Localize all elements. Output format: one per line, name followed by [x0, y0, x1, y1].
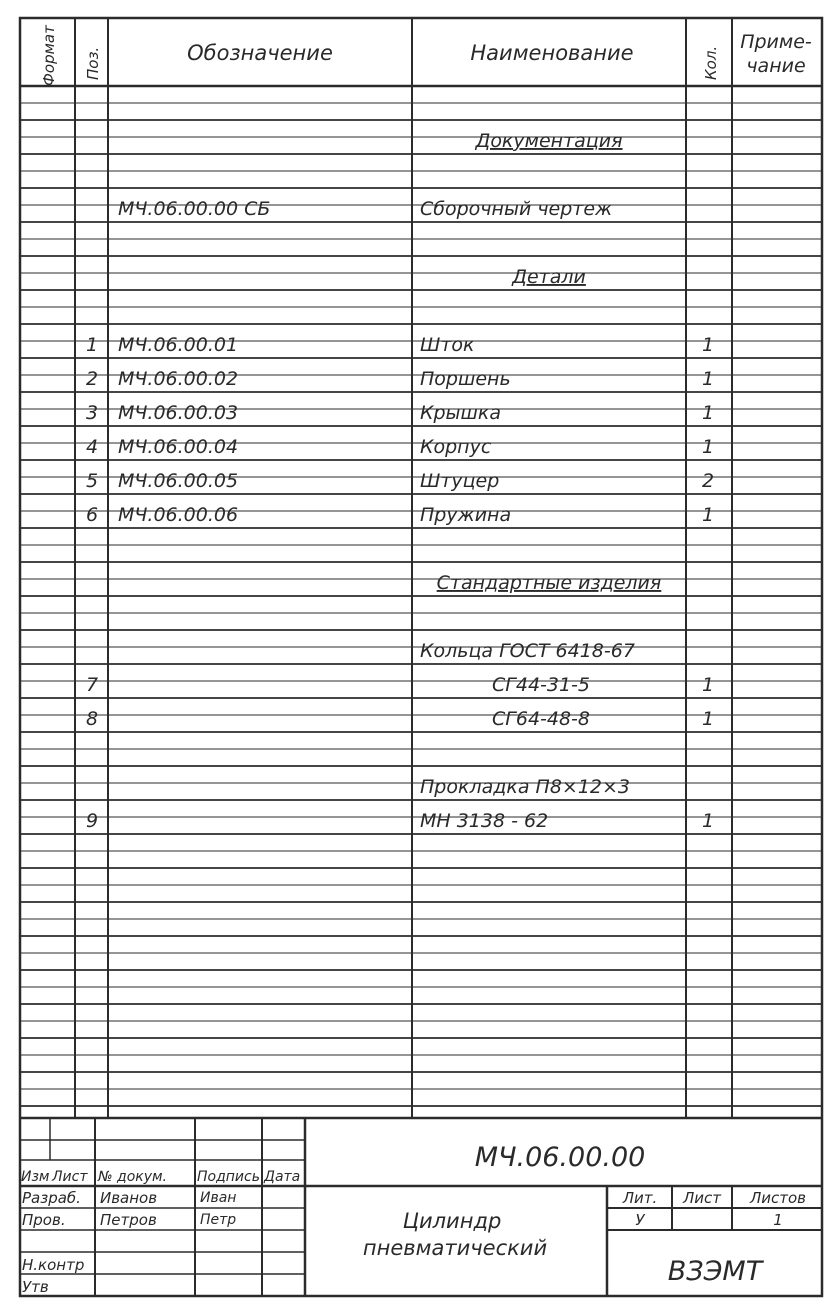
row-qty: 2	[701, 470, 715, 492]
utv-label: Утв	[22, 1278, 49, 1296]
row-qty: 1	[701, 368, 715, 390]
row-pos: 4	[85, 436, 99, 458]
section-heading: Стандартные изделия	[436, 572, 662, 594]
spec-rows	[86, 130, 714, 832]
header-designation: Обозначение	[187, 41, 333, 65]
row-name: Корпус	[420, 436, 492, 458]
header-note-line1: Приме-	[740, 31, 812, 53]
col-izm: Изм	[21, 1169, 50, 1185]
row-name: СГ44-31-5	[492, 674, 591, 696]
row-pos: 7	[85, 674, 99, 696]
document-code: МЧ.06.00.00	[474, 1142, 646, 1173]
row-name: Поршень	[420, 368, 511, 390]
row-pos: 6	[85, 504, 99, 526]
product-title-line1: Цилиндр	[402, 1209, 502, 1233]
nkontr-label: Н.контр	[22, 1256, 85, 1274]
row-designation: МЧ.06.00.00 СБ	[118, 198, 271, 220]
row-lines	[20, 86, 822, 1106]
row-name: Кольца ГОСТ 6418-67	[420, 640, 635, 662]
row-name: Прокладка П8×12×3	[420, 776, 631, 798]
section-heading: Детали	[512, 266, 586, 288]
prov-name: Петров	[100, 1211, 157, 1229]
row-designation: МЧ.06.00.03	[118, 402, 239, 424]
lit-value: У	[635, 1211, 645, 1229]
row-qty: 1	[701, 708, 715, 730]
row-name: Штуцер	[420, 470, 500, 492]
row-pos: 9	[85, 810, 99, 832]
row-qty: 1	[701, 402, 715, 424]
title-block	[20, 1118, 822, 1296]
prov-label: Пров.	[22, 1211, 66, 1229]
lit-label: Лит.	[622, 1189, 658, 1207]
row-qty: 1	[701, 334, 715, 356]
prov-signature: Петр	[200, 1212, 237, 1228]
razrab-name: Иванов	[100, 1189, 158, 1207]
header-qty: Кол.	[702, 45, 720, 80]
col-doc: № докум.	[98, 1169, 168, 1185]
organization: ВЗЭМТ	[667, 1256, 763, 1287]
header-name: Наименование	[470, 41, 634, 65]
sheets-label: Листов	[749, 1189, 807, 1207]
row-qty: 1	[701, 810, 715, 832]
header-pos: Поз.	[84, 46, 102, 80]
header-format: Формат	[40, 25, 58, 86]
sheets-value: 1	[773, 1211, 783, 1229]
table-header	[40, 24, 812, 86]
row-name: МН 3138 - 62	[420, 810, 549, 832]
product-title-line2: пневматический	[362, 1236, 548, 1260]
row-qty: 1	[701, 674, 715, 696]
row-name: Сборочный чертеж	[420, 198, 613, 220]
razrab-label: Разраб.	[22, 1189, 81, 1207]
row-qty: 1	[701, 504, 715, 526]
row-designation: МЧ.06.00.04	[118, 436, 239, 458]
row-name: Крышка	[420, 402, 502, 424]
row-pos: 1	[85, 334, 99, 356]
row-pos: 8	[85, 708, 99, 730]
row-designation: МЧ.06.00.02	[118, 368, 239, 390]
row-name: Шток	[420, 334, 475, 356]
row-pos: 5	[85, 470, 99, 492]
row-pos: 2	[85, 368, 99, 390]
sheet-label: Лист	[682, 1189, 722, 1207]
row-designation: МЧ.06.00.06	[118, 504, 239, 526]
col-date: Дата	[264, 1169, 301, 1185]
row-pos: 3	[85, 402, 99, 424]
row-name: СГ64-48-8	[492, 708, 591, 730]
section-heading: Документация	[475, 130, 623, 152]
col-list: Лист	[52, 1169, 88, 1185]
col-sign: Подпись	[197, 1169, 260, 1185]
header-note-line2: чание	[746, 55, 806, 77]
row-name: Пружина	[420, 504, 512, 526]
row-designation: МЧ.06.00.05	[118, 470, 239, 492]
row-qty: 1	[701, 436, 715, 458]
row-designation: МЧ.06.00.01	[118, 334, 239, 356]
razrab-signature: Иван	[200, 1190, 237, 1206]
